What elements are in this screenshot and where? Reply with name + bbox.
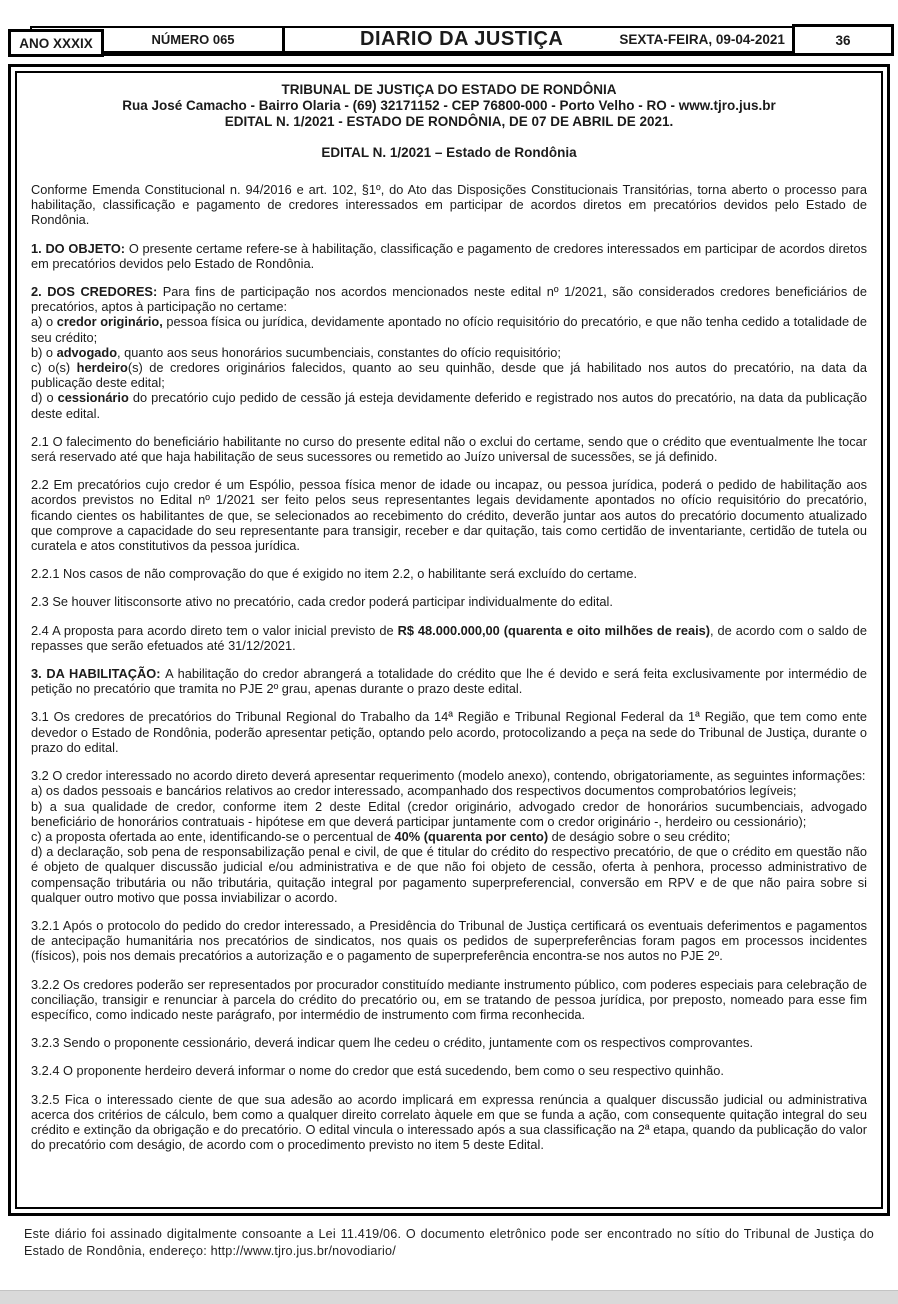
paragraph: d) o cessionário do precatório cujo pedido de cessão já esteja devidamente deferido e registrado nos autos do precatório, na data da publicação deste edital. [31,390,867,421]
paragraph: Conforme Emenda Constitucional n. 94/2016 e art. 102, §1º, do Ato das Disposições Constitucionais Transitórias, torna aberto o processo para habilitação, classificação e pagamento de credores interessados em participar de acordos diretos em precatórios devidos pelo Estado de Rondônia. [31,182,867,228]
footer-note: Este diário foi assinado digitalmente consoante a Lei 11.419/06. O documento eletrônico pode ser encontrado no sítio do Tribunal de Justiça do Estado de Rondônia, endereço: http://www.tjro.jus.br/novodiario/ [24,1227,874,1258]
masthead-date: SEXTA-FEIRA, 09-04-2021 [619,32,785,47]
paragraph: 3.2.1 Após o protocolo do pedido do credor interessado, a Presidência do Tribunal de Justiça certificará os eventuais deferimentos e pagamentos de antecipação humanitária nos precatórios de sindicatos, nos quais os pedidos de superpreferências foram pagos em processos incidentes (físicos), pois nos demais precatórios a autorização e o pagamento de superpreferência encontra-se nos autos no PJE 2º. [31,917,867,964]
paragraph: 2.3 Se houver litisconsorte ativo no precatório, cada credor poderá participar individualmente do edital. [31,594,613,610]
paragraph: 3.2.4 O proponente herdeiro deverá informar o nome do credor que está sucedendo, bem como o seu respectivo quinhão. [31,1063,724,1079]
edital-headline: EDITAL N. 1/2021 - ESTADO DE RONDÔNIA, DE 07 DE ABRIL DE 2021. [224,114,674,129]
masthead-title: DIARIO DA JUSTIÇA [360,28,564,50]
org-address: Rua José Camacho - Bairro Olaria - (69) 32171152 - CEP 76800-000 - Porto Velho - RO - www.tjro.jus.br [122,98,776,113]
content-frame [8,64,890,1216]
masthead-numero: NÚMERO 065 [104,28,285,51]
page-bottom-edge [0,1290,898,1304]
paragraph: a) o credor originário, pessoa física ou jurídica, devidamente apontado no ofício requisitório do precatório, e que não tenha cedido a totalidade de seu crédito; [31,314,868,345]
paragraph: 2.2.1 Nos casos de não comprovação do que é exigido no item 2.2, o habilitante será excluído do certame. [31,566,638,582]
paragraph: d) a declaração, sob pena de responsabilização penal e civil, de que é titular do crédito do respectivo precatório, de que o crédito em questão não é objeto de qualquer discussão judicial e/ou administrativa e de que não foi objeto de cessão, oferta à penhora, processo administrativo de compensação tributária ou não tributária, quitação integral por pagamento superpreferencial, conversão em RPV e de que não paira sobre si qualquer outro motivo que possa inviabilizar o acordo. [31,844,867,905]
paragraph: 3.2.5 Fica o interessado ciente de que sua adesão ao acordo implicará em expressa renúncia a qualquer discussão judicial ou administrativa acerca dos critérios de cálculo, bem como a qualquer direito correlato àquele em que se funda a ação, com consequente quitação integral do seu crédito e extinção da obrigação e do precatório. O edital vincula o interessado após a sua classificação na 2ª etapa, quando da publicação do valor do precatório com deságio, de acordo com o procedimento previsto no item 5 deste Edital. [31,1091,867,1153]
org-name: TRIBUNAL DE JUSTIÇA DO ESTADO DE RONDÔNIA [281,82,617,97]
page-number-box: 36 [792,24,894,56]
masthead-ano-box: ANO XXXIX [8,29,104,57]
paragraph: 3.1 Os credores de precatórios do Tribunal Regional do Trabalho da 14ª Região e Tribunal Regional Federal da 1ª Região, que tem como ente devedor o Estado de Rondônia, poderão apresentar petição, optando pelo acordo, protocolizando a peça na sede do Tribunal de Justiça, durante o prazo do edital. [31,709,867,755]
masthead-center [285,28,860,51]
paragraph: c) o(s) herdeiro(s) de credores originários falecidos, quanto ao seu quinhão, desde que já habilitado nos autos do precatório, na data da publicação deste edital; [31,360,868,391]
document-body [31,182,867,1152]
edital-subtitle: EDITAL N. 1/2021 – Estado de Rondônia [321,145,577,160]
masthead-bar [30,26,862,56]
paragraph: 1. DO OBJETO: O presente certame refere-se à habilitação, classificação e pagamento de credores interessados em participar de acordos diretos em precatórios devidos pelo Estado de Rondônia. [31,240,867,271]
paragraph: 3.2 O credor interessado no acordo direto deverá apresentar requerimento (modelo anexo), contendo, obrigatoriamente, as seguintes informações: [31,768,866,784]
document-header [31,82,867,130]
paragraph: 2.4 A proposta para acordo direto tem o valor inicial previsto de R$ 48.000.000,00 (quarenta e oito milhões de reais), de acordo com o saldo de repasses que serão efetuados até 31/12/2021. [31,622,867,653]
paragraph: 3. DA HABILITAÇÃO: A habilitação do credor abrangerá a totalidade do crédito que lhe é devido e será feita exclusivamente por intermédio de petição no precatório que tramita no PJE 2º grau, apenas durante o prazo deste edital. [31,666,867,697]
paragraph: 2. DOS CREDORES: Para fins de participação nos acordos mencionados neste edital nº 1/2021, são considerados credores beneficiários de precatórios, aptos à participação no certame: [31,284,867,315]
content-inner-frame [15,71,883,1209]
paragraph: b) o advogado, quanto aos seus honorários sucumbenciais, constantes do ofício requisitório; [31,344,561,360]
paragraph: 3.2.2 Os credores poderão ser representados por procurador constituído mediante instrumento público, com poderes especiais para celebração de conciliação, transigir e renunciar à parcela do crédito do precatório ou, em se tratando de pessoa jurídica, por preposto, nomeado para esse fim específico, como indicado neste parágrafo, por intermédio de instrumento com firma reconhecida. [31,976,867,1022]
paragraph: 2.2 Em precatórios cujo credor é um Espólio, pessoa física menor de idade ou incapaz, ou pessoa jurídica, poderá o pedido de habilitação aos acordos previstos no Edital nº 1/2021 ser feito pelos seus representantes legais devidamente apontados no ofício requisitório do precatório, ficando cientes os habilitantes de que, se selecionados ao recebimento do crédito, deverão juntar aos autos do precatório documento atualizado que comprove a capacidade do seu representante para transigir, receber e dar quitação, tais como certidão de inventariante, certidão de tutela ou curatela e atos constitutivos da pessoa jurídica. [31,477,867,554]
paragraph: 3.2.3 Sendo o proponente cessionário, deverá indicar quem lhe cedeu o crédito, juntamente com os respectivos comprovantes. [31,1035,754,1051]
paragraph: c) a proposta ofertada ao ente, identificando-se o percentual de 40% (quarenta por cento) de deságio sobre o seu crédito; [31,828,731,844]
paragraph: 2.1 O falecimento do beneficiário habilitante no curso do presente edital não o exclui do certame, sendo que o crédito que eventualmente lhe tocar será reservado até que haja habilitação de seus sucessores ou remetido ao Juízo universal de sucessões, se já definido. [31,433,867,465]
paragraph: b) a sua qualidade de credor, conforme item 2 deste Edital (credor originário, advogado credor de honorários sucumbenciais, advogado beneficiário de honorários contratuais - hipótese em que deverá participar juntamente com o credor originário -, herdeiro ou cessionário); [31,798,867,829]
masthead [0,24,898,64]
paragraph: a) os dados pessoais e bancários relativos ao credor interessado, acompanhado dos respectivos documentos comprobatórios legíveis; [31,783,797,799]
